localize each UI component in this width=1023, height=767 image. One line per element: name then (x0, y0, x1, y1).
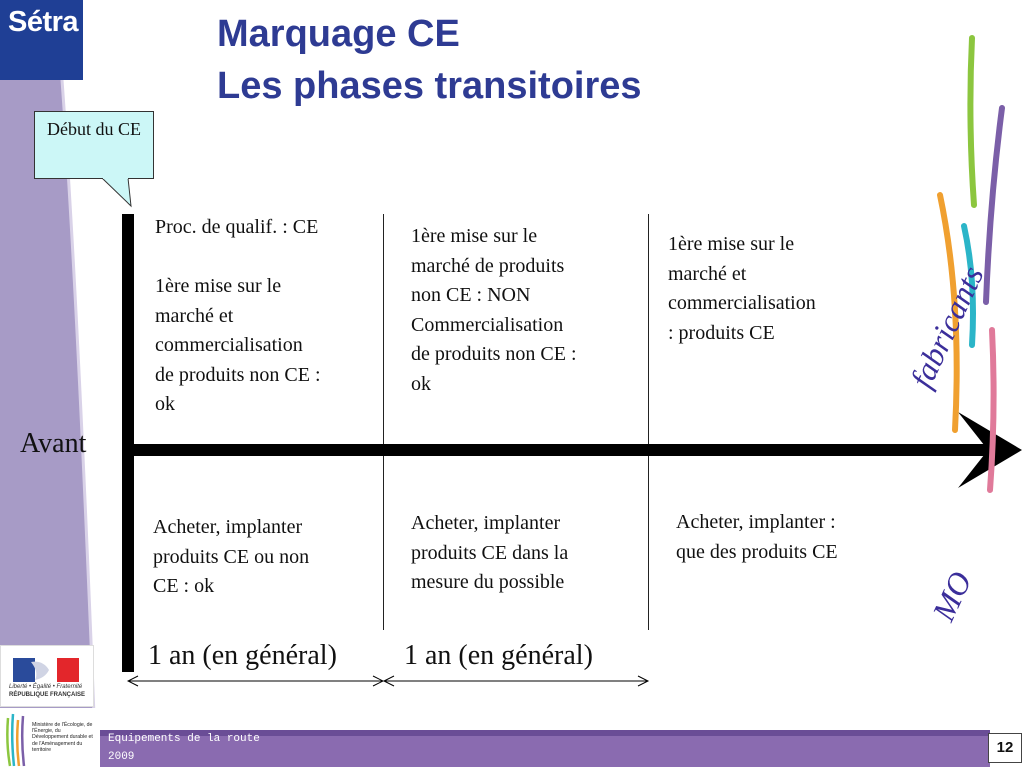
fabricants-phase2-line: marché de produits (411, 254, 565, 277)
duration-label-1: 1 an (en général) (148, 640, 337, 671)
fabricants-phase1-line: de produits non CE : (155, 363, 321, 386)
page-number: 12 (988, 733, 1022, 763)
callout-text: Début du CE (47, 119, 141, 139)
fabricants-phase2 (411, 222, 577, 399)
mo-phase3-line: Acheter, implanter : (676, 511, 836, 533)
fabricants-phase3-line: : produits CE (668, 321, 775, 344)
timeline-start-label: Avant (20, 428, 87, 459)
duration-label-2: 1 an (en général) (404, 640, 593, 671)
footer-year: 2009 (108, 751, 135, 763)
fabricants-phase1-line: 1ère mise sur le (155, 275, 282, 297)
fabricants-phase3-line: 1ère mise sur le (668, 233, 795, 255)
fabricants-phase2-line: ok (411, 372, 431, 395)
mo-label: MO (925, 565, 979, 627)
fabricants-phase1-line: commercialisation (155, 334, 303, 356)
mo-phase2-line: Acheter, implanter (411, 512, 561, 534)
footer-title: Equipements de la route (108, 733, 260, 745)
duration-arrow-2 (384, 676, 648, 686)
mo-phase2-line: produits CE dans la (411, 541, 569, 564)
slide-title-line1: Marquage CE (217, 13, 460, 55)
ministry-logo (0, 708, 98, 767)
stripe-pink (990, 330, 994, 490)
stripe-green (970, 38, 974, 205)
fabricants-phase2-line: de produits non CE : (411, 343, 577, 365)
setra-logo-text: Sétra (8, 6, 79, 38)
slide-title-line2: Les phases transitoires (217, 65, 642, 107)
mo-phase1-line: Acheter, implanter (153, 516, 303, 538)
fabricants-phase2-line: non CE : NON (411, 284, 531, 306)
mo-phase3-line: que des produits CE (676, 540, 838, 563)
mo-phase2 (411, 509, 568, 598)
fabricants-phase1-line: Proc. de qualif. : CE (155, 216, 319, 238)
fabricants-phase2-line: 1ère mise sur le (411, 225, 538, 247)
republique-francaise-logo (0, 645, 94, 707)
fabricants-phase1 (155, 213, 321, 420)
fabricants-phase1-line: ok (155, 393, 175, 415)
marianne-flag-icon (13, 658, 81, 684)
fabricants-phase3 (668, 230, 816, 348)
fabricants-phase2-line: Commercialisation (411, 313, 564, 336)
ministry-name: Ministère de l'Écologie, de l'Énergie, du Développement durable et de l'Aménagement du territoire (32, 722, 93, 753)
mo-phase2-line: mesure du possible (411, 571, 565, 593)
fabricants-phase1-line: marché et (155, 304, 234, 327)
mo-phase1-line: CE : ok (153, 575, 215, 597)
stripe-purple (986, 108, 1002, 302)
fabricants-label: fabricants (903, 260, 991, 394)
rf-name: RÉPUBLIQUE FRANÇAISE (9, 692, 86, 698)
duration-arrow-1 (128, 676, 383, 686)
fabricants-phase1-line (155, 243, 321, 273)
fabricants-phase3-line: commercialisation (668, 292, 816, 314)
fabricants-phase3-line: marché et (668, 262, 747, 285)
mo-phase1-line: produits CE ou non (153, 545, 310, 568)
footer-bar (100, 730, 990, 767)
mo-phase3 (676, 508, 838, 567)
rf-motto: Liberté • Égalité • Fraternité (9, 684, 83, 690)
mo-phase1 (153, 513, 309, 602)
ministry-stripes-icon (0, 708, 30, 767)
